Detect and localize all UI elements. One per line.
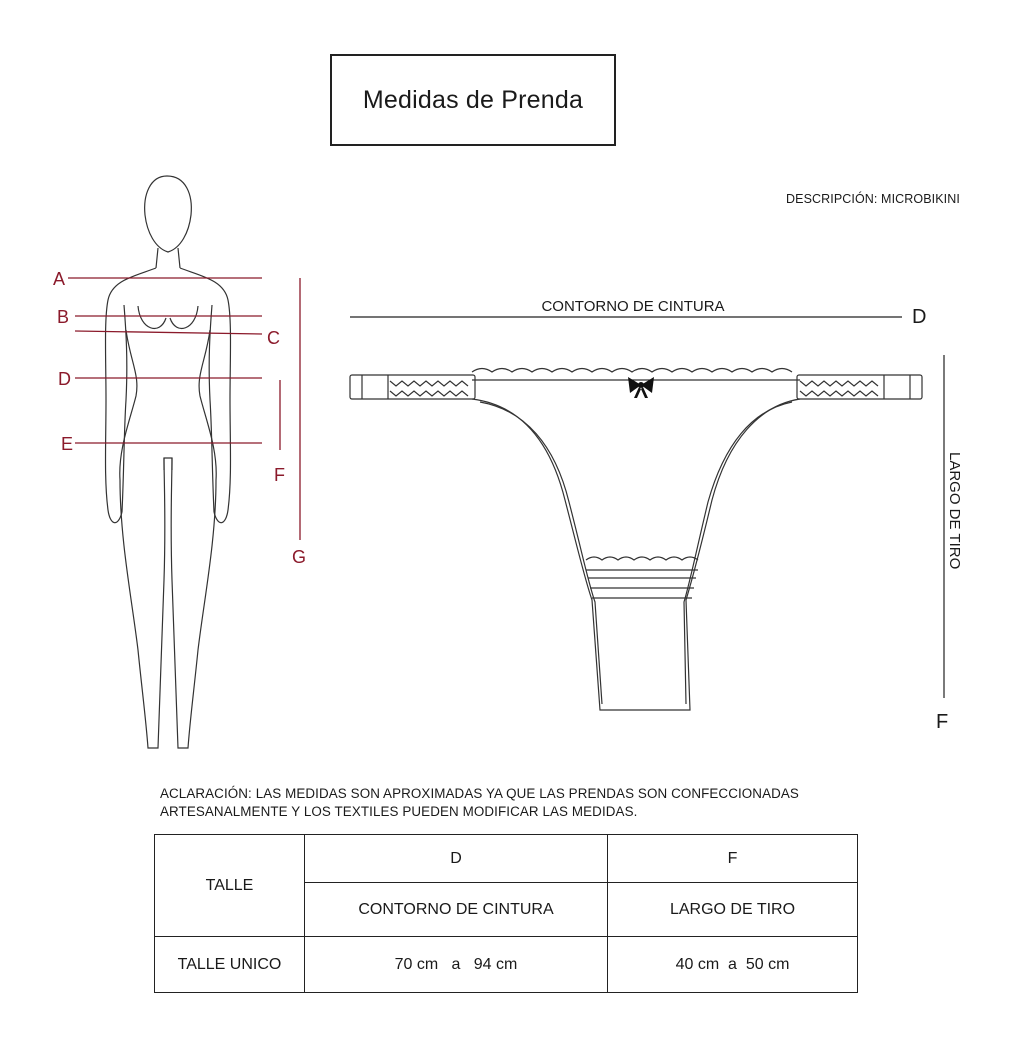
length-dimension xyxy=(936,355,963,733)
col-d-code: D xyxy=(305,835,608,883)
disclaimer-line-2: ARTESANALMENTE Y LOS TEXTILES PUEDEN MODIFICAR LAS MEDIDAS. xyxy=(160,804,638,819)
length-label: LARGO DE TIRO xyxy=(946,452,963,570)
size-table xyxy=(154,834,858,993)
waist-code: D xyxy=(912,306,927,328)
waist-dimension xyxy=(350,298,926,328)
waist-label: CONTORNO DE CINTURA xyxy=(541,298,725,315)
disclaimer xyxy=(160,785,799,821)
label-f: F xyxy=(274,465,285,485)
garment-description: DESCRIPCIÓN: MICROBIKINI xyxy=(786,192,960,206)
label-c: C xyxy=(267,328,280,348)
body-measure-lines xyxy=(68,278,300,540)
col-d-name: CONTORNO DE CINTURA xyxy=(305,883,608,937)
disclaimer-line-1: ACLARACIÓN: LAS MEDIDAS SON APROXIMADAS YA QUE LAS PRENDAS SON CONFECCIONADAS xyxy=(160,786,799,801)
label-g: G xyxy=(292,547,307,567)
row-d-value: 70 cm a 94 cm xyxy=(305,937,608,993)
page-title: Medidas de Prenda xyxy=(330,54,616,146)
col-f-code: F xyxy=(608,835,858,883)
label-d: D xyxy=(58,369,71,389)
label-b: B xyxy=(57,307,70,327)
col-f-name: LARGO DE TIRO xyxy=(608,883,858,937)
row-f-value: 40 cm a 50 cm xyxy=(608,937,858,993)
size-header: TALLE xyxy=(155,835,305,937)
row-size: TALLE UNICO xyxy=(155,937,305,993)
label-e: E xyxy=(61,434,74,454)
length-code: F xyxy=(936,711,949,733)
label-a: A xyxy=(53,269,66,289)
body-figure xyxy=(106,176,231,748)
microbikini-drawing xyxy=(350,369,922,711)
body-measure-letters xyxy=(53,269,306,567)
